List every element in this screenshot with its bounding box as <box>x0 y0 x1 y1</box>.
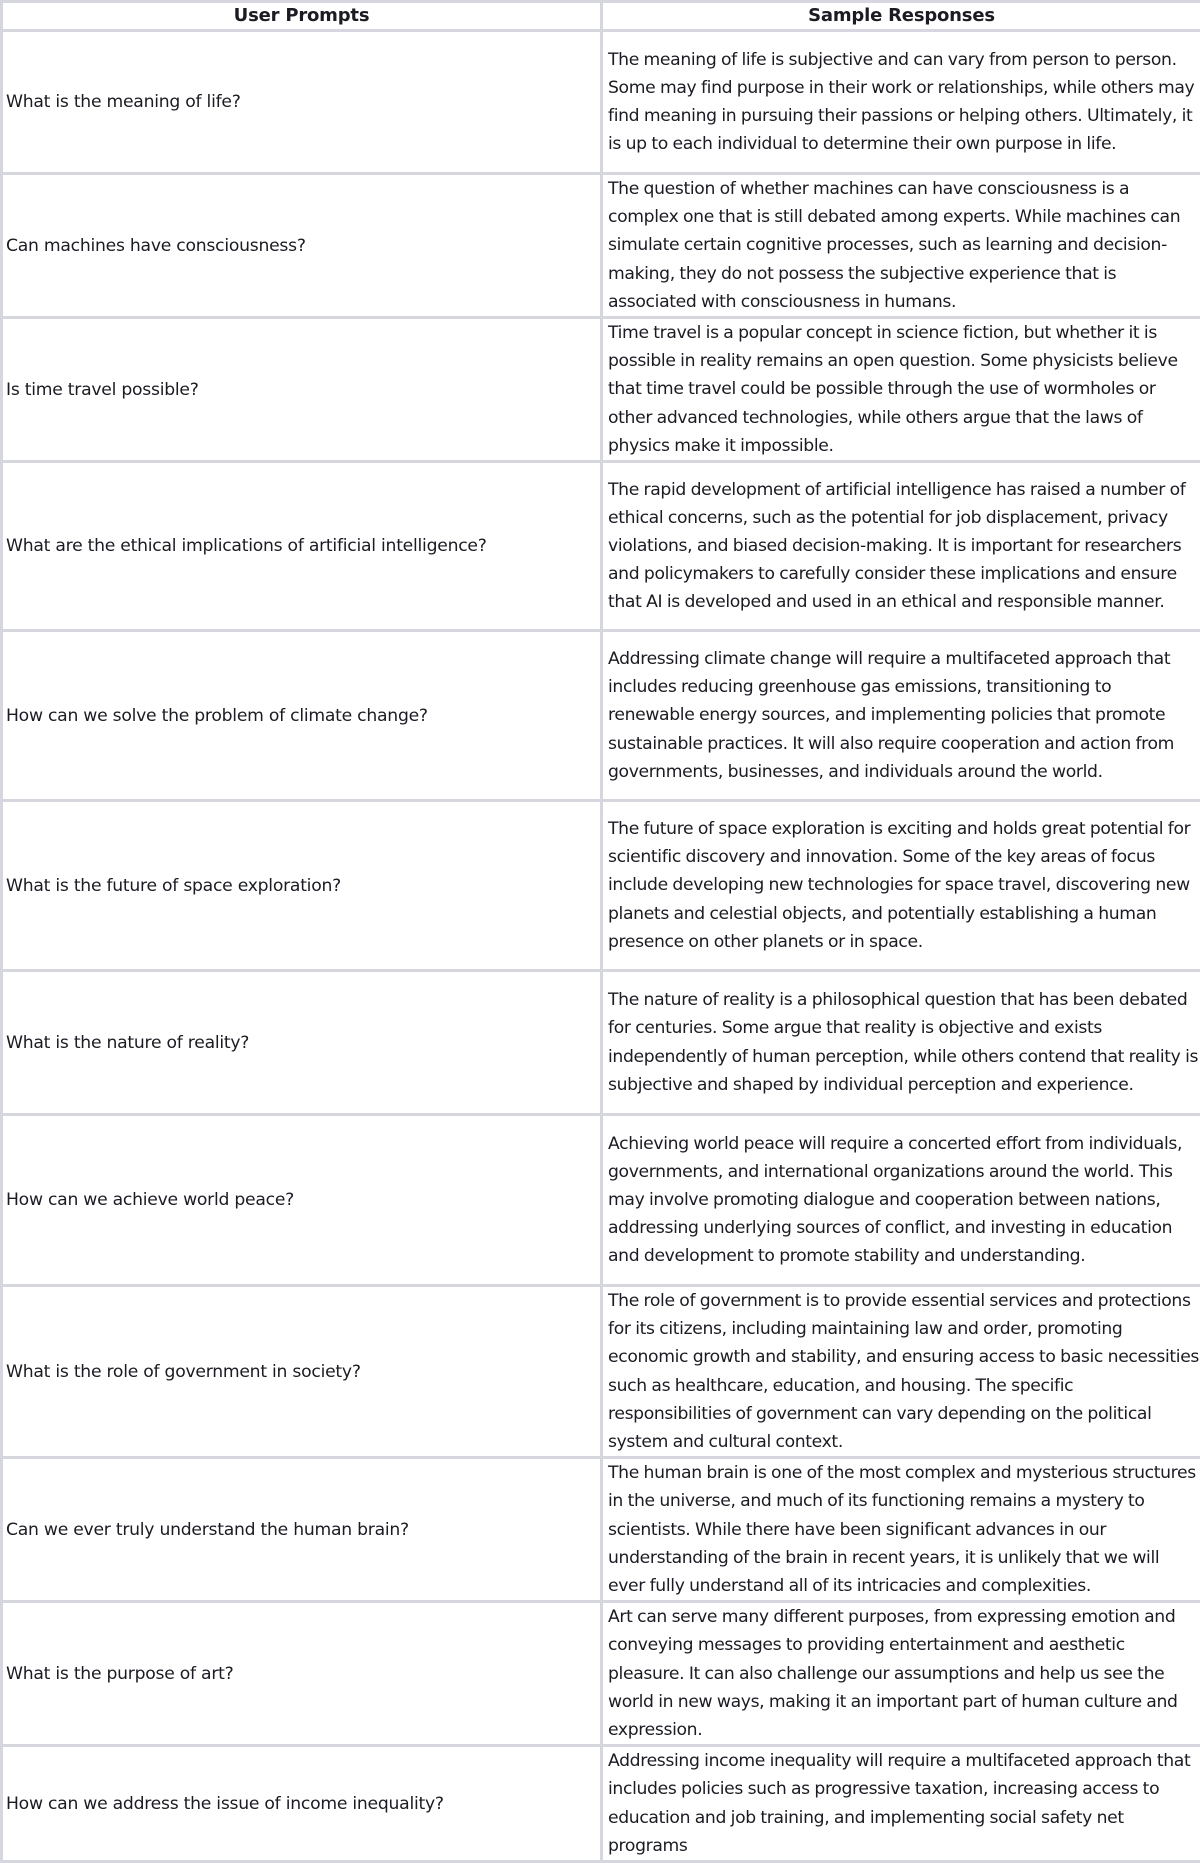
header-user-prompts: User Prompts <box>2 2 602 31</box>
table-row-9 <box>2 1286 1200 1458</box>
response-cell: The meaning of life is subjective and can vary from person to person. Some may find purpose in their work or relationships, while others may find meaning in pursuing their passions or helping others. Ultimately, it is up to each individual to determine their own purpose in life. <box>602 31 1200 174</box>
table-row-7 <box>2 971 1200 1115</box>
prompt-cell: How can we achieve world peace? <box>2 1115 602 1286</box>
prompt-cell: How can we address the issue of income inequality? <box>2 1746 602 1862</box>
prompt-cell: What is the nature of reality? <box>2 971 602 1115</box>
response-cell: The question of whether machines can have consciousness is a complex one that is still debated among experts. While machines can simulate certain cognitive processes, such as learning and decision-making, they do not possess the subjective experience that is associated with consciousness in humans. <box>602 174 1200 318</box>
header-row <box>2 2 1200 31</box>
table-row-3 <box>2 318 1200 462</box>
table-row-10 <box>2 1458 1200 1602</box>
response-cell: The human brain is one of the most complex and mysterious structures in the universe, and much of its functioning remains a mystery to scientists. While there have been significant advances in our understanding of the brain in recent years, it is unlikely that we will ever fully understand all of its intricacies and complexities. <box>602 1458 1200 1602</box>
table-row-11 <box>2 1602 1200 1746</box>
prompt-cell: What is the purpose of art? <box>2 1602 602 1746</box>
response-cell: Art can serve many different purposes, from expressing emotion and conveying messages to providing entertainment and aesthetic pleasure. It can also challenge our assumptions and help us see the world in new ways, making it an important part of human culture and expression. <box>602 1602 1200 1746</box>
prompt-cell: What is the meaning of life? <box>2 31 602 174</box>
response-cell: Achieving world peace will require a concerted effort from individuals, governments, and international organizations around the world. This may involve promoting dialogue and cooperation between nations, addressing underlying sources of conflict, and investing in education and development to promote stability and understanding. <box>602 1115 1200 1286</box>
response-cell: The future of space exploration is exciting and holds great potential for scientific discovery and innovation. Some of the key areas of focus include developing new technologies for space travel, discovering new planets and celestial objects, and potentially establishing a human presence on other planets or in space. <box>602 801 1200 971</box>
response-cell: Addressing climate change will require a multifaceted approach that includes reducing greenhouse gas emissions, transitioning to renewable energy sources, and implementing policies that promote sustainable practices. It will also require cooperation and action from governments, businesses, and individuals around the world. <box>602 631 1200 801</box>
table-row-2 <box>2 174 1200 318</box>
prompt-cell: How can we solve the problem of climate change? <box>2 631 602 801</box>
response-cell: The nature of reality is a philosophical question that has been debated for centuries. Some argue that reality is objective and exists independently of human perception, while others contend that reality is subjective and shaped by individual perception and experience. <box>602 971 1200 1115</box>
header-sample-responses: Sample Responses <box>602 2 1200 31</box>
table-body <box>2 31 1200 1862</box>
prompt-cell: What are the ethical implications of artificial intelligence? <box>2 462 602 631</box>
table-header <box>2 2 1200 31</box>
response-cell: Time travel is a popular concept in science fiction, but whether it is possible in reality remains an open question. Some physicists believe that time travel could be possible through the use of wormholes or other advanced technologies, while others argue that the laws of physics make it impossible. <box>602 318 1200 462</box>
prompt-cell: Can machines have consciousness? <box>2 174 602 318</box>
table-row-4 <box>2 462 1200 631</box>
prompt-cell: Can we ever truly understand the human brain? <box>2 1458 602 1602</box>
table-row-6 <box>2 801 1200 971</box>
table-row-1 <box>2 31 1200 174</box>
response-cell: The rapid development of artificial intelligence has raised a number of ethical concerns, such as the potential for job displacement, privacy violations, and biased decision-making. It is important for researchers and policymakers to carefully consider these implications and ensure that AI is developed and used in an ethical and responsible manner. <box>602 462 1200 631</box>
table-row-12 <box>2 1746 1200 1862</box>
response-cell: The role of government is to provide essential services and protections for its citizens, including maintaining law and order, promoting economic growth and stability, and ensuring access to basic necessities such as healthcare, education, and housing. The specific responsibilities of government can vary depending on the political system and cultural context. <box>602 1286 1200 1458</box>
response-cell: Addressing income inequality will require a multifaceted approach that includes policies such as progressive taxation, increasing access to education and job training, and implementing social safety net programs <box>602 1746 1200 1862</box>
prompt-cell: What is the future of space exploration? <box>2 801 602 971</box>
prompt-cell: Is time travel possible? <box>2 318 602 462</box>
table-row-8 <box>2 1115 1200 1286</box>
table-row-5 <box>2 631 1200 801</box>
prompt-cell: What is the role of government in society? <box>2 1286 602 1458</box>
